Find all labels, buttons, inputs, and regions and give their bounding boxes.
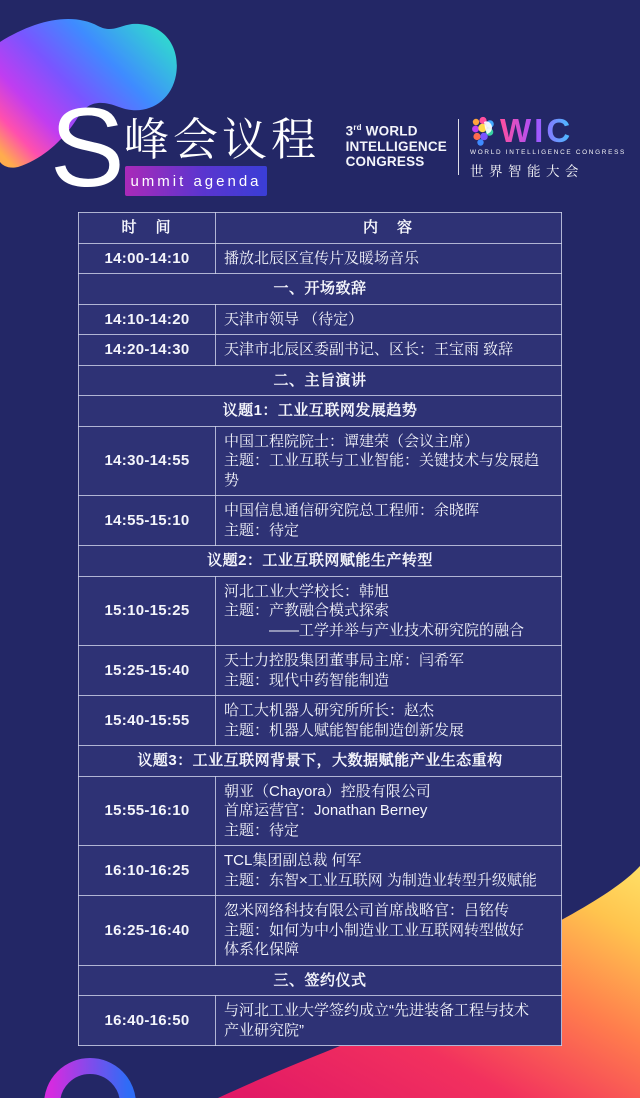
page-title: 峰会议程: [124, 114, 321, 165]
content-cell: [216, 335, 562, 366]
agenda-row: [79, 996, 562, 1046]
wic-head-icon: [470, 116, 496, 146]
content-cell: [216, 576, 562, 646]
time-cell: 15:55-16:10: [79, 776, 216, 846]
content-line: 忽米网络科技有限公司首席战略官：吕铭传: [224, 902, 510, 919]
section-label: 三、签约仪式: [79, 965, 562, 996]
content-line: 河北工业大学校长：韩旭: [224, 582, 390, 600]
wic-subtitle-en: WORLD INTELLIGENCE CONGRESS: [470, 149, 626, 156]
time-cell: 14:10-14:20: [79, 304, 216, 335]
decorative-ring: [42, 1046, 138, 1098]
time-cell: 14:00-14:10: [79, 243, 216, 274]
content-line: TCL集团副总裁 何军: [224, 852, 362, 869]
time-cell: 14:55-15:10: [79, 496, 216, 546]
column-header-time: 时 间: [79, 213, 216, 244]
content-line: 主题：机器人赋能智能制造创新发展: [224, 721, 465, 739]
content-line: 主题：工业互联与工业智能：关键技术与发展趋势: [224, 452, 540, 489]
content-line: 主题：现代中药智能制造: [224, 671, 390, 689]
congress-name-line3: CONGRESS: [345, 153, 425, 169]
agenda-row: [79, 846, 562, 896]
section-label: 一、开场致辞: [79, 274, 562, 305]
time-cell: 15:40-15:55: [79, 696, 216, 746]
content-cell: [216, 996, 562, 1046]
content-line: 主题：待定: [224, 521, 300, 539]
time-cell: 15:10-15:25: [79, 576, 216, 646]
content-cell: [216, 846, 562, 896]
content-line: 主题：产教融合模式探索: [224, 602, 390, 619]
content-cell: [216, 426, 562, 496]
content-cell: [216, 646, 562, 696]
agenda-row: [79, 243, 562, 274]
content-line: 天津市领导 （待定）: [224, 310, 364, 328]
agenda-row: [79, 776, 562, 846]
section-row: [79, 746, 562, 777]
agenda-row: [79, 496, 562, 546]
content-line: 与河北工业大学签约成立“先进装备工程与技术: [224, 1002, 529, 1019]
time-cell: 16:10-16:25: [79, 846, 216, 896]
content-line: 天津市北辰区委副书记、区长：王宝雨 致辞: [224, 341, 514, 358]
content-cell: [216, 896, 562, 966]
agenda-row: [79, 576, 562, 646]
content-line: 中国信息通信研究院总工程师：余晓晖: [224, 502, 480, 519]
section-label: 议题1：工业互联网发展趋势: [79, 396, 562, 427]
content-line: 体系化保障: [224, 941, 300, 958]
content-cell: [216, 496, 562, 546]
agenda-row: [79, 646, 562, 696]
congress-name-line2: INTELLIGENCE: [345, 138, 448, 154]
agenda-row: [79, 213, 562, 244]
content-line: 产业研究院”: [224, 1021, 304, 1039]
agenda-table: [78, 212, 562, 1046]
content-cell: [216, 243, 562, 274]
congress-name-line1: 3rd WORLD: [345, 123, 418, 139]
time-cell: 14:30-14:55: [79, 426, 216, 496]
wic-mark: [470, 114, 626, 180]
agenda-row: [79, 896, 562, 966]
content-line: 哈工大机器人研究所所长：赵杰: [224, 702, 435, 719]
content-line: 首席运营官：Jonathan Berney: [224, 802, 428, 819]
column-header-content: 内 容: [216, 213, 562, 244]
content-cell: [216, 304, 562, 335]
wic-acronym: WIC: [500, 112, 574, 149]
content-line: 中国工程院院士：谭建荣（会议主席）: [224, 432, 480, 450]
section-row: [79, 546, 562, 577]
content-cell: [216, 696, 562, 746]
content-line: 播放北辰区宣传片及暖场音乐: [224, 249, 420, 267]
section-row: [79, 396, 562, 427]
title-english-pill: [125, 166, 267, 196]
wic-subtitle-cn: 世界智能大会: [470, 164, 585, 179]
logo-divider: [458, 119, 459, 175]
content-line: 主题：东智×工业互联网 为制造业转型升级赋能: [224, 871, 537, 889]
content-line: 主题：待定: [224, 821, 300, 839]
time-cell: 14:20-14:30: [79, 335, 216, 366]
agenda-row: [79, 335, 562, 366]
time-cell: 16:25-16:40: [79, 896, 216, 966]
section-row: [79, 965, 562, 996]
section-label: 二、主旨演讲: [79, 365, 562, 396]
title-english: ummit agenda: [130, 172, 262, 190]
content-line: 朝亚（Chayora）控股有限公司: [224, 782, 431, 800]
content-line: 天士力控股集团董事局主席：闫希军: [224, 652, 465, 669]
content-line: 主题：如何为中小制造业工业互联网转型做好: [224, 921, 525, 939]
wic-logo: [346, 114, 626, 180]
section-label: 议题2：工业互联网赋能生产转型: [79, 546, 562, 577]
section-row: [79, 274, 562, 305]
content-line: ——工学并举与产业技术研究院的融合: [224, 621, 525, 639]
time-cell: 16:40-16:50: [79, 996, 216, 1046]
agenda-row: [79, 426, 562, 496]
time-cell: 15:25-15:40: [79, 646, 216, 696]
agenda-row: [79, 696, 562, 746]
content-cell: [216, 776, 562, 846]
congress-name: [346, 124, 447, 169]
title-initial: S: [50, 85, 125, 210]
agenda-row: [79, 304, 562, 335]
section-label: 议题3：工业互联网背景下，大数据赋能产业生态重构: [79, 746, 562, 777]
section-row: [79, 365, 562, 396]
